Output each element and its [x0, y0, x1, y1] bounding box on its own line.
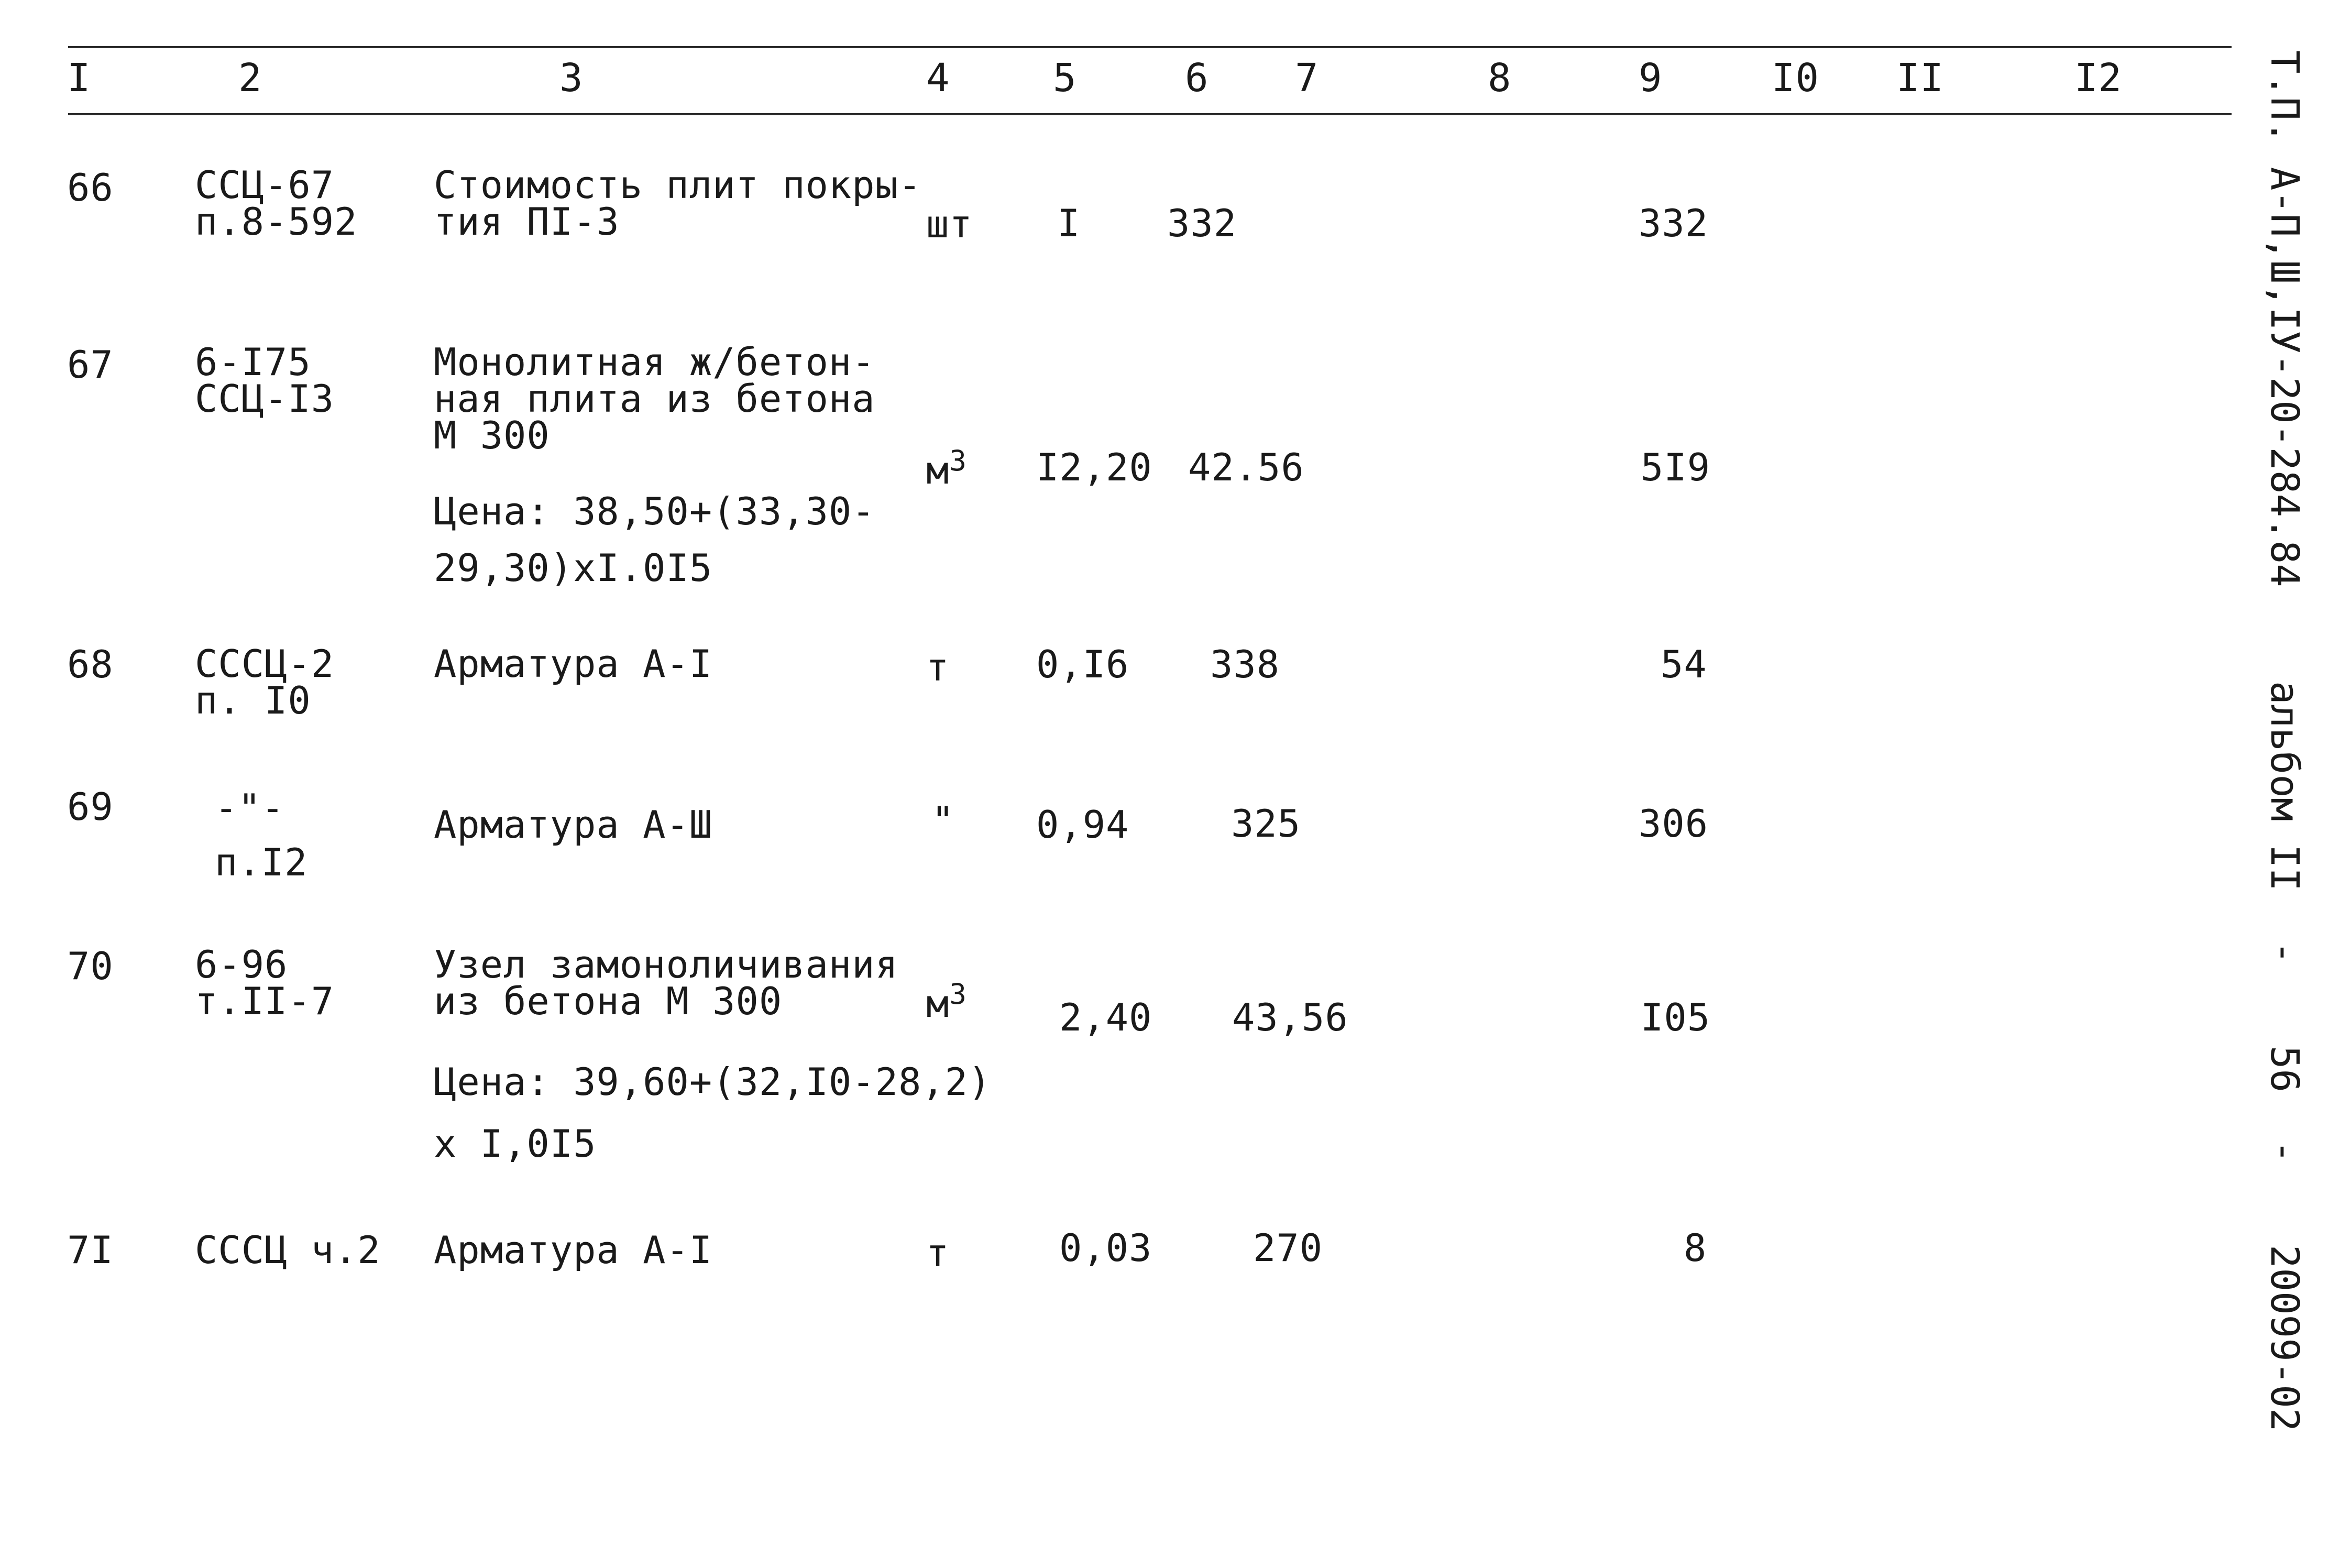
col-header-12: I2	[2074, 56, 2123, 101]
row-code: СССЦ-2 п. I0	[195, 642, 335, 722]
row-number: 7I	[67, 1228, 114, 1272]
row-number: 68	[67, 642, 114, 686]
row-code: СССЦ ч.2	[195, 1228, 381, 1272]
side-doc-code: Т.П. А-П,Ш,IУ-20-284.84	[2262, 50, 2307, 587]
row-total: 54	[1661, 642, 1707, 686]
side-page-number: 56	[2262, 1046, 2307, 1093]
row-total: I05	[1641, 995, 1711, 1039]
row-total: 8	[1684, 1226, 1707, 1270]
row-total: 332	[1639, 201, 1709, 245]
col-header-9: 9	[1639, 56, 1663, 101]
row-code: 6-I75 ССЦ-I3	[195, 340, 335, 421]
row-unit-price: 332	[1167, 201, 1237, 245]
row-price-note: Цена: 39,60+(32,I0-28,2) x I,0I5	[434, 1060, 992, 1166]
col-header-3: 3	[559, 56, 584, 101]
row-unit: $м^3$	[926, 444, 967, 492]
row-total: 306	[1639, 802, 1709, 846]
row-unit: т	[926, 645, 950, 689]
col-header-11: II	[1896, 56, 1944, 101]
side-document-number: 20099-02	[2262, 1245, 2307, 1432]
row-unit: шт	[926, 202, 973, 246]
col-header-10: I0	[1772, 56, 1820, 101]
row-description: Монолитная ж/бетон- ная плита из бетона М 300	[434, 340, 875, 457]
col-header-5: 5	[1053, 56, 1077, 101]
row-unit-price: 338	[1210, 642, 1280, 686]
side-dash-2: -	[2262, 1140, 2307, 1164]
row-number: 70	[67, 944, 114, 988]
row-description: Арматура А-Ш	[434, 803, 713, 847]
col-header-2: 2	[238, 56, 262, 101]
row-quantity: 0,I6	[1036, 642, 1129, 686]
row-quantity: 0,03	[1059, 1226, 1152, 1270]
row-description: Арматура А-I	[434, 642, 713, 686]
row-code: ССЦ-67 п.8-592	[195, 163, 358, 244]
row-number: 67	[67, 343, 114, 387]
row-quantity: I2,20	[1036, 445, 1152, 489]
row-unit-price: 42.56	[1188, 445, 1304, 489]
row-unit-price: 43,56	[1232, 995, 1348, 1039]
row-unit-price: 270	[1253, 1226, 1323, 1270]
row-quantity: 0,94	[1036, 803, 1129, 847]
row-total: 5I9	[1641, 445, 1711, 489]
row-unit: $м^3$	[926, 978, 967, 1026]
row-unit: т	[926, 1231, 950, 1275]
col-header-6: 6	[1185, 56, 1209, 101]
side-album: альбом II	[2262, 681, 2307, 891]
row-quantity: I	[1057, 201, 1081, 245]
row-price-note: Цена: 38,50+(33,30- 29,30)xI.0I5	[434, 489, 875, 590]
row-description: Стоимость плит покры- тия ПI-3	[434, 163, 922, 244]
row-code: п.I2	[215, 840, 308, 884]
row-quantity: 2,40	[1059, 995, 1152, 1039]
row-unit: "	[931, 798, 955, 842]
col-header-1: I	[67, 56, 91, 101]
col-header-7: 7	[1295, 56, 1319, 101]
header-top-rule	[68, 46, 2232, 48]
col-header-4: 4	[926, 56, 950, 101]
row-unit-price: 325	[1231, 802, 1301, 846]
header-bottom-rule	[68, 113, 2232, 115]
row-code: 6-96 т.II-7	[195, 942, 335, 1023]
row-code-ditto: -"-	[215, 786, 285, 830]
col-header-8: 8	[1488, 56, 1512, 101]
row-number: 66	[67, 166, 114, 210]
row-description: Узел замоноличивания из бетона М 300	[434, 942, 898, 1023]
row-description: Арматура А-I	[434, 1228, 713, 1272]
row-number: 69	[67, 785, 114, 829]
side-dash-1: -	[2262, 941, 2307, 964]
